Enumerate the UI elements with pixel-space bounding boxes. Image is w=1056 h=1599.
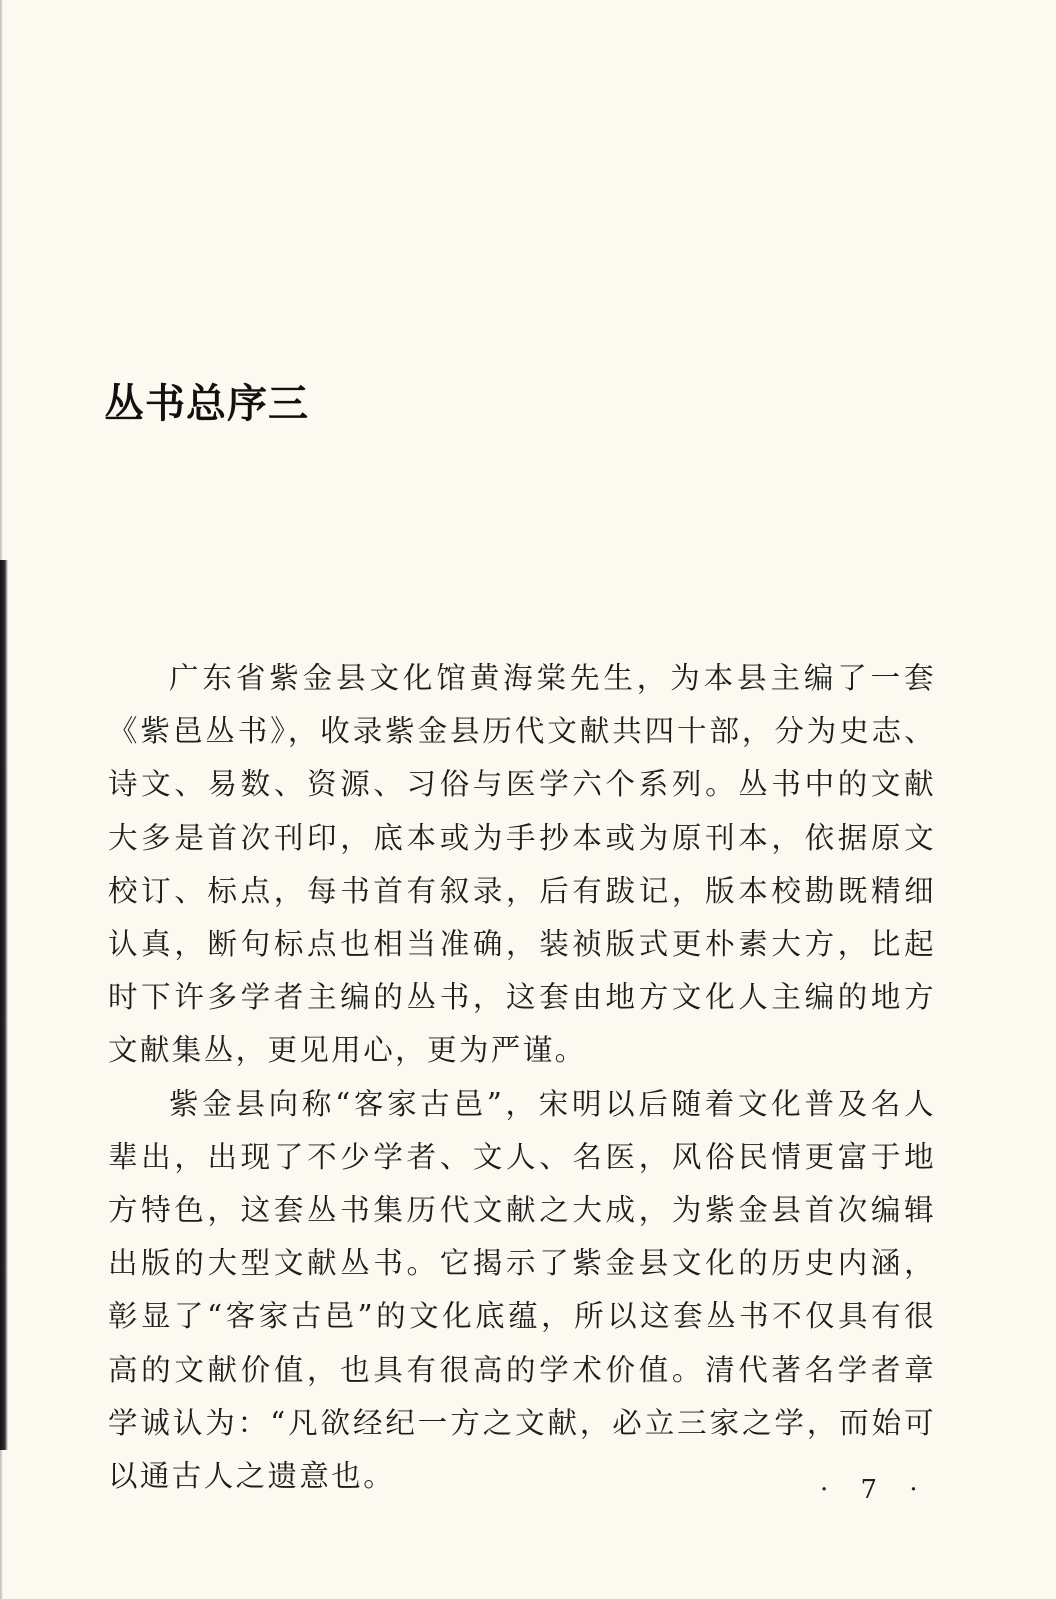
- paragraph-1: 广东省紫金县文化馆黄海棠先生，为本县主编了一套《紫邑丛书》，收录紫金县历代文献共四十部，分为史志、诗文、易数、资源、习俗与医学六个系列。丛书中的文献大多是首次刊印，底本或为手抄本或为原刊本，依据原文校订、标点，每书首有叙录，后有跋记，版本校勘既精细认真，断句标点也相当准确，装祯版式更朴素大方，比起时下许多学者主编的丛书，这套由地方文化人主编的地方文献集丛，更见用心，更为严谨。: [108, 661, 936, 1068]
- page-number: · 7 ·: [820, 1475, 930, 1505]
- section-title: 丛书总序三: [104, 381, 309, 427]
- paragraph-2: 紫金县向称“客家古邑”，宋明以后随着文化普及名人辈出，出现了不少学者、文人、名医，风俗民情更富于地方特色，这套丛书集历代文献之大成，为紫金县首次编辑出版的大型文献丛书。它揭示了紫金县文化的历史内涵，彰显了“客家古邑”的文化底蕴，所以这套丛书不仅具有很高的文献价值，也具有很高的学术价值。清代著名学者章学诚认为：“凡欲经纪一方之文献，必立三家之学，而始可以通古人之遗意也。: [108, 1086, 936, 1494]
- binding-edge: [0, 560, 8, 1450]
- body-text: [108, 652, 936, 1503]
